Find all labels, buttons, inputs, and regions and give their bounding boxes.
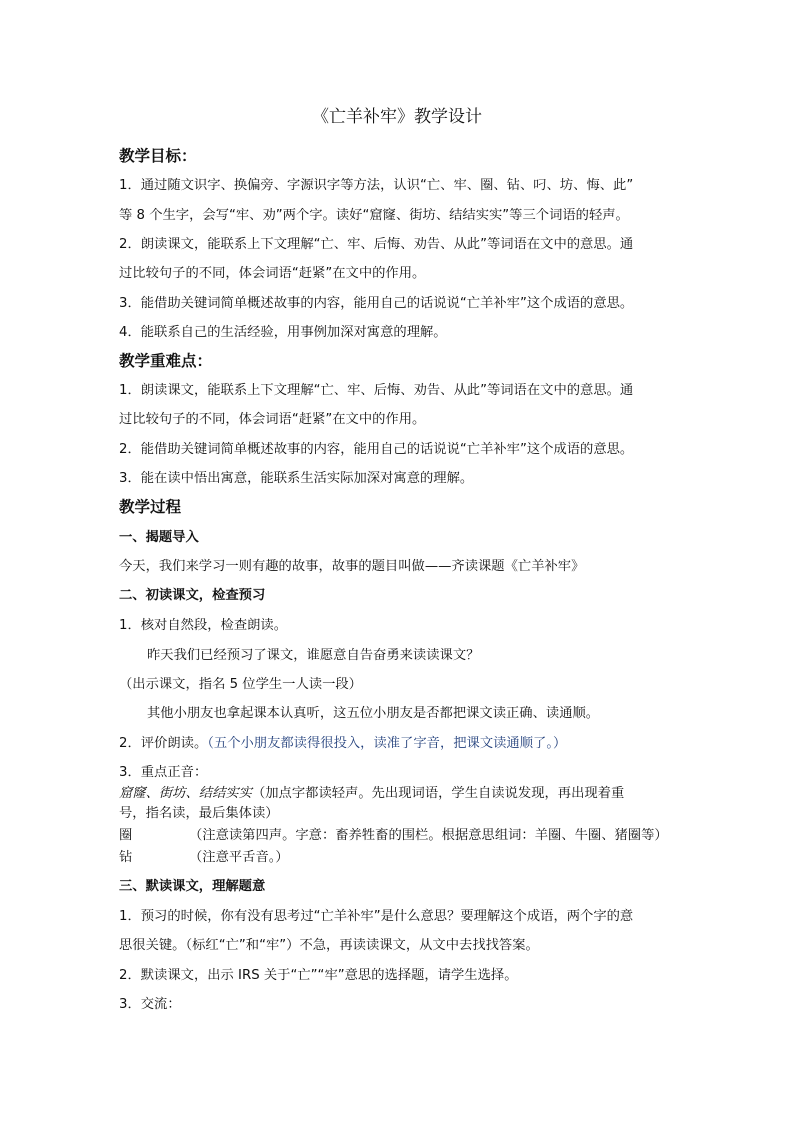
objective-line-2: 等 8 个生字，会写“牢、劝”两个字。读好“窟窿、街坊、结结实实”等三个词语的轻声。 [119, 208, 629, 223]
objective-line-4: 过比较句子的不同，体会词语“赶紧”在文中的作用。 [119, 266, 426, 281]
section-2-heading: 二、初读课文，检查预习 [119, 588, 266, 603]
evaluation-prefix: 2．评价朗读。 [119, 736, 208, 751]
char-zuan-note: （注意平舌音。） [189, 850, 289, 865]
key-point-line-2: 过比较句子的不同，体会词语“赶紧”在文中的作用。 [119, 412, 426, 427]
char-quan-note: （注意读第四声。字意：畜养牲畜的围栏。根据意思组词：羊圈、牛圈、猪圈等） [189, 828, 668, 843]
objective-line-6: 4．能联系自己的生活经验，用事例加深对寓意的理解。 [119, 325, 447, 340]
char-quan: 圈 [119, 828, 133, 843]
light-tone-note: （加点字都读轻声。先出现词语，学生自读说发现，再出现着重 [251, 786, 625, 801]
document-title: 《亡羊补牢》教学设计 [312, 107, 482, 127]
section-1-heading: 一、揭题导入 [119, 530, 199, 545]
section-2-line-7 [119, 784, 699, 804]
objective-line-1: 1．通过随文识字、换偏旁、字源识字等方法，认识“亡、牢、圈、钻、叼、坊、悔、此” [119, 178, 634, 193]
objective-line-5: 3．能借助关键词简单概述故事的内容，能用自己的话说说“亡羊补牢”这个成语的意思。 [119, 296, 634, 311]
section-3-line-4: 3．交流： [119, 997, 181, 1012]
char-zuan: 钻 [119, 850, 133, 865]
objective-line-3: 2．朗读课文，能联系上下文理解“亡、牢、后悔、劝告、从此”等词语在文中的意思。通 [119, 237, 634, 252]
section-2-line-9 [119, 826, 699, 846]
process-heading: 教学过程 [119, 498, 182, 516]
section-2-line-8: 号，指名读，最后集体读） [119, 806, 279, 821]
section-1-text: 今天，我们来学习一则有趣的故事，故事的题目叫做——齐读课题《亡羊补牢》 [119, 559, 585, 574]
section-2-line-5 [119, 734, 699, 754]
key-point-line-1: 1．朗读课文，能联系上下文理解“亡、牢、后悔、劝告、从此”等词语在文中的意思。通 [119, 383, 634, 398]
evaluation-note: （五个小朋友都读得很投入，读准了字音，把课文读通顺了。） [207, 736, 567, 751]
light-tone-words: 窟窿、街坊、结结实实 [119, 786, 252, 801]
key-point-line-3: 2．能借助关键词简单概述故事的内容，能用自己的话说说“亡羊补牢”这个成语的意思。 [119, 442, 634, 457]
section-2-line-10 [119, 848, 699, 868]
section-3-line-2: 思很关键。（标红“亡”和“牢”）不急，再读读课文，从文中去找找答案。 [119, 938, 539, 953]
objectives-heading: 教学目标： [119, 147, 197, 165]
section-2-line-6: 3．重点正音： [119, 765, 208, 780]
section-2-line-2: 昨天我们已经预习了课文，谁愿意自告奋勇来读读课文？ [147, 648, 480, 663]
section-3-heading: 三、默读课文，理解题意 [119, 879, 266, 894]
key-points-heading: 教学重难点： [119, 352, 213, 370]
section-3-line-3: 2．默读课文，出示 IRS 关于“亡”“牢”意思的选择题，请学生选择。 [119, 968, 518, 983]
section-3-line-1: 1．预习的时候，你有没有思考过“亡羊补牢”是什么意思？要理解这个成语，两个字的意 [119, 909, 634, 924]
section-2-line-4: 其他小朋友也拿起课本认真听，这五位小朋友是否都把课文读正确、读通顺。 [147, 706, 600, 721]
key-point-line-4: 3．能在读中悟出寓意，能联系生活实际加深对寓意的理解。 [119, 471, 474, 486]
section-2-line-1: 1．核对自然段，检查朗读。 [119, 618, 288, 633]
section-2-line-3: （出示课文，指名 5 位学生一人读一段） [119, 677, 362, 692]
